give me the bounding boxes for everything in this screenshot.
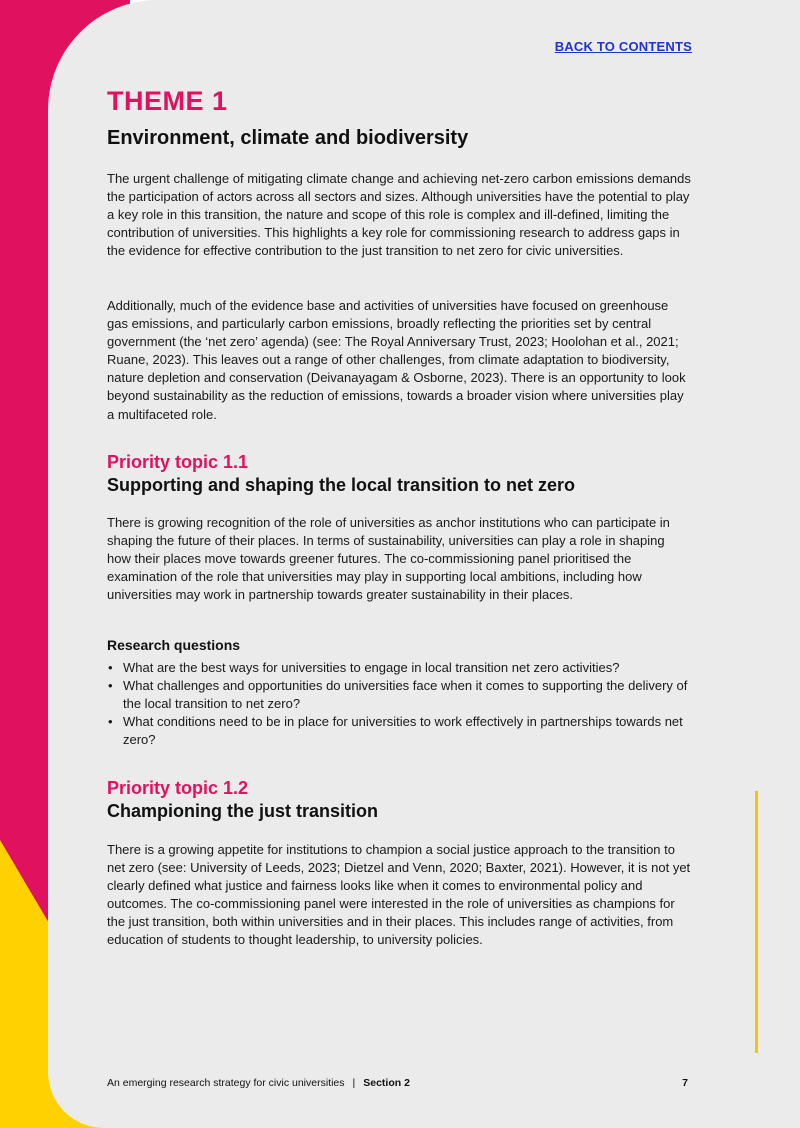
theme-title: Environment, climate and biodiversity — [107, 127, 469, 149]
footer-document-title: An emerging research strategy for civic universities — [107, 1077, 345, 1089]
priority-topic-1-2-title: Championing the just transition — [107, 801, 378, 821]
yellow-vertical-rule — [755, 791, 758, 1053]
research-question-item: • What conditions need to be in place for universities to work effectively in partnerships towards net zero? — [107, 713, 692, 749]
priority-topic-1-2-paragraph: There is a growing appetite for institutions to champion a social justice approach to the transition to net zero (see: University of Leeds, 2023; Dietzel and Venn, 2020; Baxter, 2021). However, it is not yet clearly defined what justice and fairness looks like when it comes to environmental policy and outcomes. The co-commissioning panel were interested in the role of universities as champions for the just transition, both within universities and in their places. This includes range of activities, from education of students to thought leadership, to university policies. — [107, 842, 691, 948]
priority-topic-1-1-title: Supporting and shaping the local transition to net zero — [107, 475, 576, 495]
priority-topic-1-2-label: Priority topic 1.2 — [107, 778, 249, 798]
footer-section: Section 2 — [363, 1077, 410, 1089]
back-to-contents-link[interactable]: BACK TO CONTENTS — [554, 39, 692, 54]
research-question-item: • What challenges and opportunities do universities face when it comes to supporting the delivery of the local transition to net zero? — [107, 677, 692, 713]
theme-label: THEME 1 — [107, 86, 228, 116]
priority-topic-1-1-paragraph: There is growing recognition of the role of universities as anchor institutions who can participate in shaping the future of their places. In terms of sustainability, universities can play a role in shaping how their places move towards greener futures. The co-commissioning panel prioritised the examination of the role that universities may play in supporting local ambitions, including how universities may work in partnership towards greater sustainability in their places. — [107, 515, 670, 603]
research-questions-list — [107, 659, 692, 749]
theme-paragraph-1: The urgent challenge of mitigating climate change and achieving net-zero carbon emissions demands the participation of actors across all sectors and sizes. Although universities have the potential to play a key role in this transition, the nature and scope of this role is complex and ill-defined, limiting the contribution of universities. This highlights a key role for commissioning research to address gaps in the evidence for effective contribution to the just transition to net zero for civic universities. — [107, 171, 691, 259]
page-footer — [107, 1077, 688, 1089]
footer-page-number: 7 — [682, 1077, 688, 1089]
footer-separator: | — [352, 1077, 356, 1089]
theme-paragraph-2: Additionally, much of the evidence base and activities of universities have focused on greenhouse gas emissions, and particularly carbon emissions, broadly reflecting the priorities set by central government (the ‘net zero’ agenda) (see: The Royal Anniversary Trust, 2023; Hoolohan et al., 2021; Ruane, 2023). This leaves out a range of other challenges, from climate adaptation to biodiversity, nature depletion and conservation (Deivanayagam & Osborne, 2023). There is an opportunity to look beyond sustainability as the reduction of emissions, towards a broader vision where universities play a multifaceted role. — [107, 298, 686, 422]
research-questions-heading: Research questions — [107, 637, 241, 653]
research-question-item: • What are the best ways for universities to engage in local transition net zero activities? — [107, 659, 692, 677]
priority-topic-1-1-label: Priority topic 1.1 — [107, 452, 249, 472]
